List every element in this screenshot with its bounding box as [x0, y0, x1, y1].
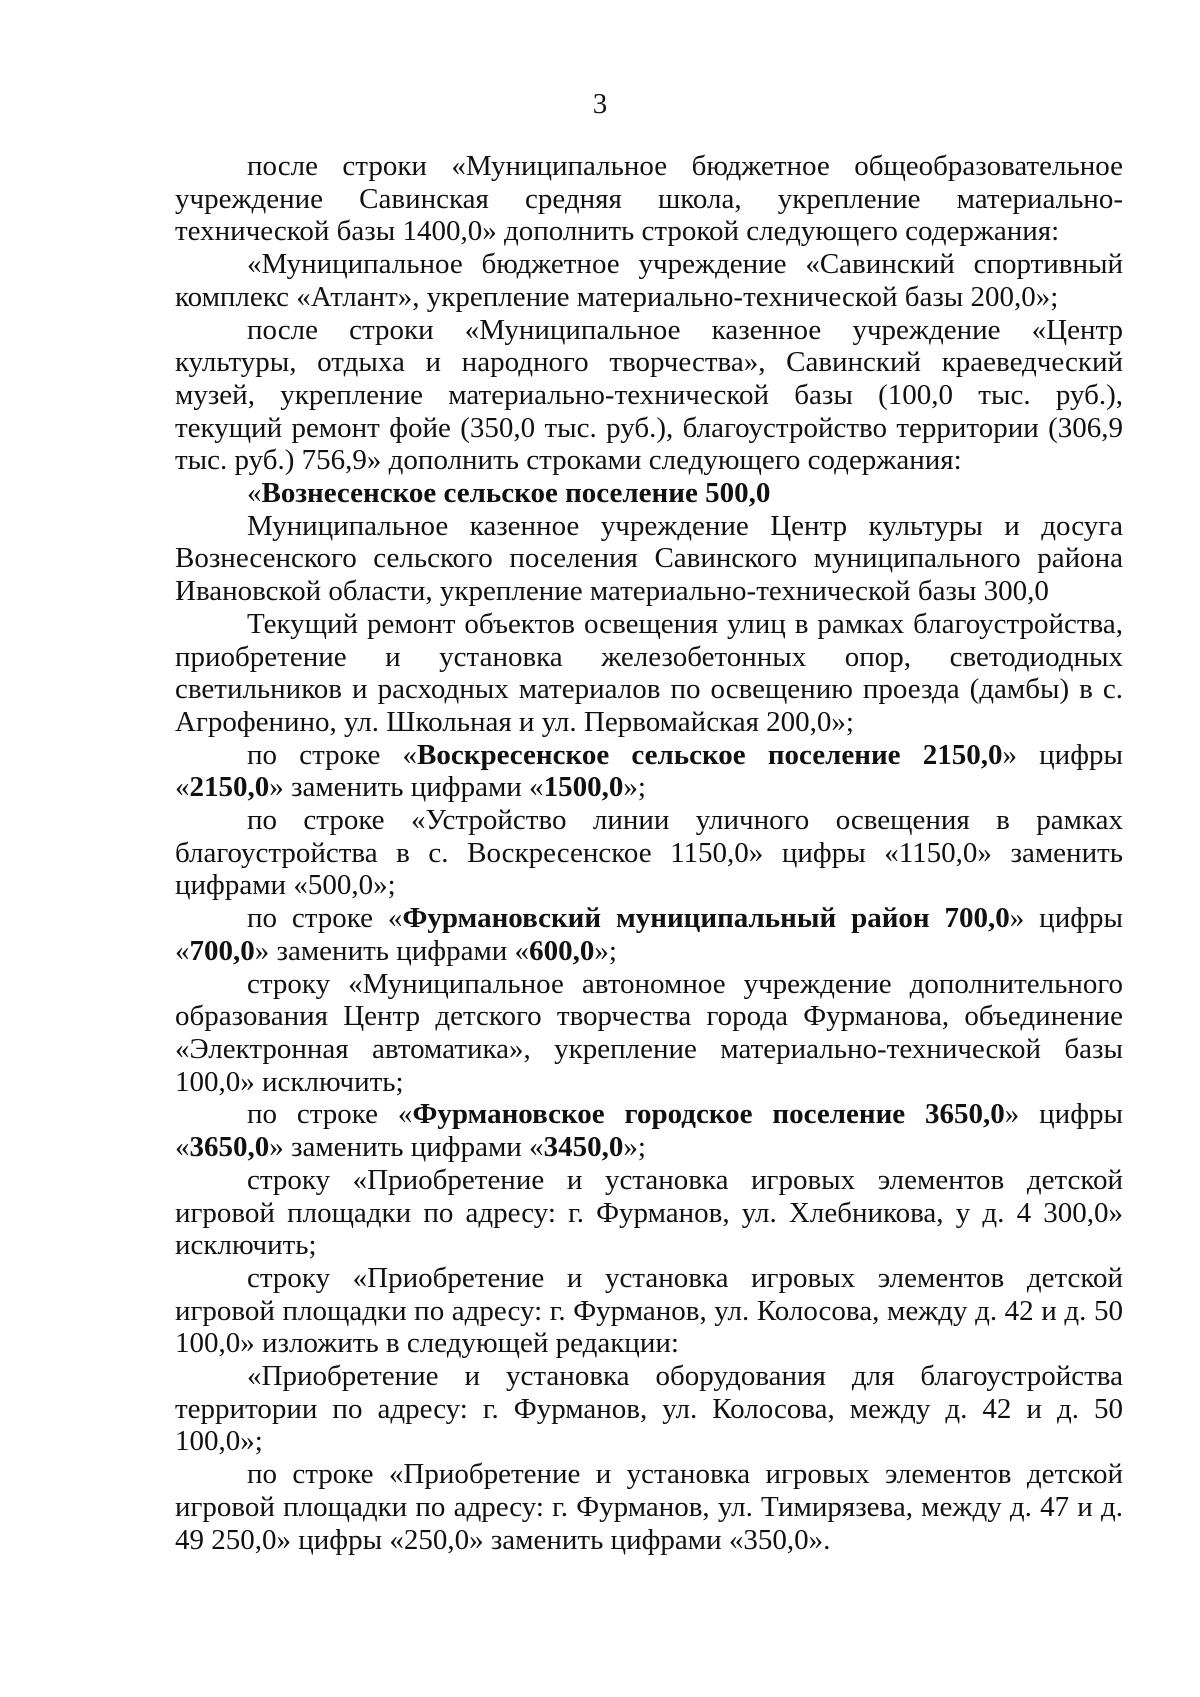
text-run: строку «Муниципальное автономное учреждение дополнительного образования Центр детского творчества города Фурманова, объединение «Электронная автоматика», укрепление материально-технической базы 100,0» исключить; — [175, 967, 1123, 1098]
text-run: «Приобретение и установка оборудования для благоустройства территории по адресу: г. Фурманов, ул. Колосова, между д. 42 и д. 50 100,0»; — [175, 1360, 1123, 1458]
paragraph — [175, 968, 1123, 1099]
text-run: по строке «Устройство линии уличного освещения в рамках благоустройства в с. Воскресенское 1150,0» цифры «1150,0» заменить цифрами «500,0»; — [175, 804, 1123, 902]
bold-text-run: 1500,0 — [543, 771, 624, 804]
text-run: » цифры « — [175, 1098, 1123, 1164]
text-run: »; — [623, 1131, 646, 1164]
bold-text-run: 3650,0 — [189, 1131, 270, 1164]
text-run: по строке « — [247, 902, 403, 935]
bold-text-run: 3450,0 — [543, 1131, 624, 1164]
text-run: »; — [594, 934, 617, 967]
document-body — [175, 150, 1123, 1556]
paragraph — [175, 150, 1123, 248]
text-run: Текущий ремонт объектов освещения улиц в рамках благоустройства, приобретение и установка железобетонных опор, светодиодных светильников и расходных материалов по освещению проезда (дамбы) в с. Агрофенино, ул. Школьная и ул. Первомайская 200,0»; — [175, 607, 1123, 738]
text-run: по строке « — [247, 738, 418, 771]
paragraph — [175, 739, 1123, 804]
paragraph — [175, 248, 1123, 313]
text-run: после строки «Муниципальное бюджетное общеобразовательное учреждение Савинская средняя школа, укрепление материально-технической базы 1400,0» дополнить строкой следующего содержания: — [175, 150, 1123, 248]
paragraph — [175, 510, 1123, 608]
text-run: Муниципальное казенное учреждение Центр культуры и досуга Вознесенского сельского поселения Савинского муниципального района Ивановской области, укрепление материально-технической базы 300,0 — [175, 509, 1123, 608]
paragraph — [175, 1262, 1123, 1360]
text-run: » цифры « — [175, 902, 1123, 967]
bold-text-run: Воскресенское сельское поселение 2150,0 — [417, 738, 1003, 771]
text-run: после строки «Муниципальное казенное учреждение «Центр культуры, отдыха и народного творчества», Савинский краеведческий музей, укрепление материально-технической базы (100,0 тыс. руб.), текущий ремонт фойе (350,0 тыс. руб.), благоустройство территории (306,9 тыс. руб.) 756,9» дополнить строками следующего содержания: — [175, 313, 1123, 477]
paragraph — [175, 477, 1123, 510]
bold-text-run: 700,0 — [189, 934, 255, 967]
paragraph — [175, 314, 1123, 478]
paragraph — [175, 1458, 1123, 1556]
text-run: » заменить цифрами « — [269, 1131, 544, 1164]
page-number: 3 — [592, 88, 608, 120]
text-run: » заменить цифрами « — [254, 934, 530, 967]
paragraph — [175, 804, 1123, 902]
bold-text-run: Фурмановский муниципальный район 700,0 — [402, 902, 1010, 935]
bold-text-run: Вознесенское сельское поселение 500,0 — [261, 477, 771, 510]
text-run: » цифры « — [175, 738, 1123, 804]
paragraph — [175, 1360, 1123, 1458]
paragraph — [175, 902, 1123, 967]
text-run: строку «Приобретение и установка игровых элементов детской игровой площадки по адресу: г. Фурманов, ул. Хлебникова, у д. 4 300,0» исключить; — [175, 1163, 1123, 1262]
paragraph — [175, 608, 1123, 739]
text-run: строку «Приобретение и установка игровых элементов детской игровой площадки по адресу: г. Фурманов, ул. Колосова, между д. 42 и д. 50 100,0» изложить в следующей редакции: — [175, 1261, 1123, 1360]
bold-text-run: 2150,0 — [189, 771, 270, 804]
text-run: » заменить цифрами « — [269, 771, 544, 804]
bold-text-run: Фурмановское городское поселение 3650,0 — [412, 1098, 1005, 1131]
text-run: по строке «Приобретение и установка игровых элементов детской игровой площадки по адресу: г. Фурманов, ул. Тимирязева, между д. 47 и д. 49 250,0» цифры «250,0» заменить цифрами «350,0». — [175, 1458, 1123, 1556]
text-run: »; — [623, 771, 646, 804]
paragraph — [175, 1098, 1123, 1163]
paragraph — [175, 1164, 1123, 1262]
bold-text-run: 600,0 — [529, 934, 595, 967]
text-run: « — [247, 477, 262, 510]
text-run: «Муниципальное бюджетное учреждение «Савинский спортивный комплекс «Атлант», укрепление материально-технической базы 200,0»; — [175, 248, 1123, 313]
text-run: по строке « — [247, 1098, 413, 1131]
